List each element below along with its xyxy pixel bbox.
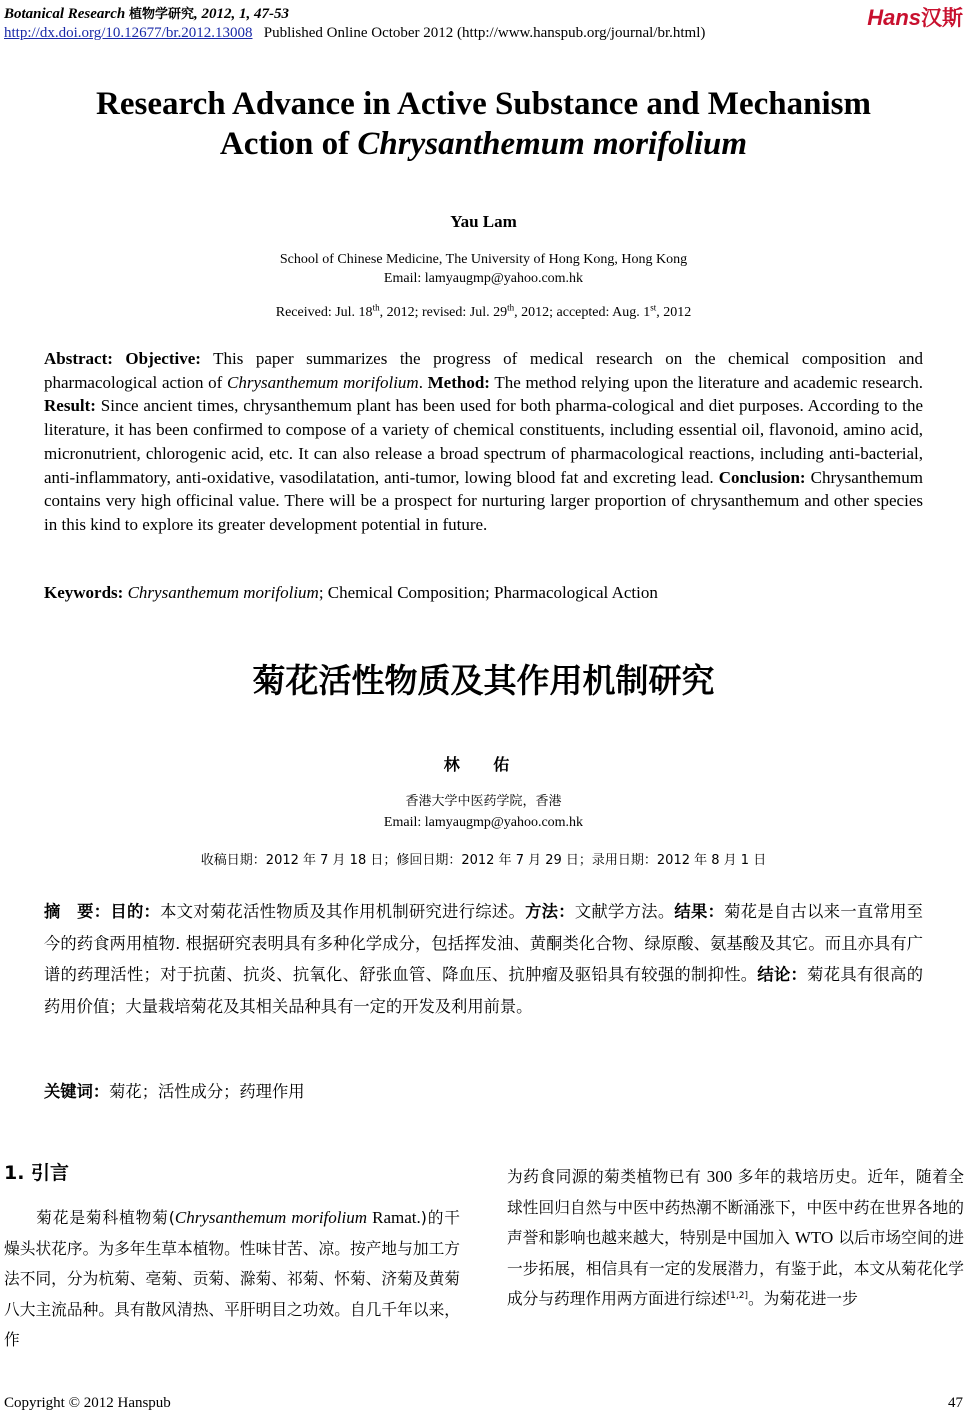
submission-dates-cn: 收稿日期：2012 年 7 月 18 日；修回日期：2012 年 7 月 29 日；录用日期：2012 年 8 月 1 日: [200, 853, 767, 868]
result-text-cn: 菊花是自古以来一直常用至今的药食两用植物. 根据研究表明具有多种化学成分，包括挥发油、黄酮类化合物、绿原酸、氨基酸及其它。而且亦具有广谱的药理活性；对于抗菌、抗炎、抗氧化、舒张血管、降血压、抗肿瘤及驱铅具有较强的制抑性。: [44, 902, 923, 984]
doi-link[interactable]: http://dx.doi.org/10.12677/br.2012.13008: [4, 25, 253, 41]
intro-ramat: Ramat.: [366, 1208, 421, 1227]
method-text: The method relying upon the literature and academic research.: [489, 372, 924, 392]
abstract-cn: [44, 896, 923, 1022]
objective-end: .: [418, 372, 428, 392]
conclusion-text-cn: 菊花具有很高的药用价值；大量栽培菊花及其相关品种具有一定的开发及利用前景。: [44, 965, 923, 1016]
right-text-1: 为药食同源的菊类植物已有: [507, 1167, 707, 1186]
keywords-species: Chrysanthemum morifolium: [127, 583, 319, 602]
result-label: Result:: [44, 396, 96, 416]
revised-date: , 2012; revised: Jul. 29: [379, 305, 508, 320]
result-text: Since ancient times, chrysanthemum plant has been used for both pharma-cological and diet purposes. According to the literature, it has been confirmed to compose of a variety of chemical constituents, including essential oil, flavonoid, amino acid, micronutrient, chlorogenic acid, etc. It can also release a broad spectrum of pharmacological reactions, including anti-bacterial, anti-inflammatory, anti-oxidative, vasodilatation, anti-tumor, lowing blood fat and excreting lead.: [44, 396, 923, 487]
keywords-label-cn: 关键词：: [44, 1082, 110, 1101]
keywords-text-cn: 菊花；活性成分；药理作用: [109, 1082, 305, 1101]
doi-line: [4, 25, 705, 42]
title-line-1: Research Advance in Active Substance and Mechanism: [96, 86, 871, 122]
method-text-cn: 文献学方法。: [574, 902, 675, 921]
conclusion-label: Conclusion:: [718, 467, 806, 487]
paper-title: [0, 84, 967, 164]
keywords-cn: [44, 1078, 305, 1102]
objective-label: Objective:: [125, 349, 201, 368]
result-label-cn: 结果：: [674, 902, 725, 921]
copyright-footer: Copyright © 2012 Hanspub: [4, 1395, 171, 1411]
objective-text: This paper summarizes the progress of medical research on the chemical composition and pharmacological action of: [44, 349, 923, 392]
affiliation-cn: 香港大学中医药学院，香港: [405, 794, 562, 809]
title-line-2-plain: Action of: [219, 126, 358, 162]
submission-dates: [0, 302, 967, 321]
publisher-logo: [867, 2, 963, 32]
method-label-cn: 方法：: [525, 902, 575, 921]
accepted-sup: st: [650, 302, 657, 313]
received-date: Received: Jul. 18: [275, 305, 373, 320]
author-name: Yau Lam: [450, 212, 517, 231]
journal-name-cn: 植物学研究: [129, 7, 195, 22]
citation-ref[interactable]: [1,2]: [726, 1291, 748, 1302]
right-text-4: 。为菊花进一步: [747, 1289, 858, 1309]
method-label: Method:: [427, 372, 490, 392]
paper-title-cn: 菊花活性物质及其作用机制研究: [252, 661, 715, 700]
objective-species: Chrysanthemum morifolium: [227, 372, 419, 392]
abstract-en: [44, 347, 923, 537]
objective-label-cn: 目的：: [110, 902, 161, 921]
intro-text-1: 菊花是菊科植物菊(: [35, 1208, 175, 1227]
author-email[interactable]: Email: lamyaugmp@yahoo.com.hk: [383, 271, 584, 286]
right-number: 300: [706, 1167, 733, 1186]
title-line-2: [0, 124, 967, 164]
author-name-cn: 林 佑: [443, 755, 524, 774]
intro-text-2: )的干燥头状花序。为多年生草本植物。性味甘苦、凉。按产地与加工方法不同，分为杭菊、亳菊、贡菊、滁菊、祁菊、怀菊、济菊及黄菊八大主流品种。具有散风清热、平肝明目之功效。自几千年以来，作: [4, 1208, 460, 1350]
page-number: 47: [948, 1395, 963, 1411]
keywords-label: Keywords:: [44, 583, 124, 602]
accepted-year: , 2012: [656, 305, 692, 320]
title-species: Chrysanthemum morifolium: [357, 126, 748, 162]
received-sup: th: [372, 302, 380, 313]
right-text-2: 多年的栽培历史。近年，随着全球性回归自然与中医中药热潮不断涌涨下，中医中药在世界各地的声誉和影响也越来越大，特别是中国加入: [507, 1167, 964, 1248]
author-email-cn[interactable]: Email: lamyaugmp@yahoo.com.hk: [383, 815, 584, 830]
body-column-left: [4, 1203, 460, 1356]
logo-latin: Hans: [867, 5, 921, 30]
body-column-right: [507, 1162, 964, 1315]
journal-name: Botanical Research: [4, 6, 126, 22]
journal-header: [4, 3, 289, 23]
right-text-3: 以后市场空间的进一步拓展，相信具有一定的发展潜力，有鉴于此，本文从菊花化学成分与药理作用两方面进行综述: [507, 1228, 964, 1309]
abstract-label-cn: 摘 要：: [44, 902, 111, 921]
right-wto: WTO: [794, 1228, 834, 1248]
abstract-label: Abstract:: [44, 349, 113, 368]
conclusion-label-cn: 结论：: [757, 965, 808, 984]
affiliation-block-cn: [0, 791, 967, 833]
volume-info: , 2012, 1, 47-53: [194, 6, 290, 22]
affiliation: School of Chinese Medicine, The University of Hong Kong, Hong Kong: [279, 252, 688, 267]
keywords-rest: ; Chemical Composition; Pharmacological Action: [318, 583, 658, 602]
publication-note: Published Online October 2012 (http://www.hanspub.org/journal/br.html): [263, 25, 706, 41]
conclusion-text: Chrysanthemum contains very high officinal value. There will be a prospect for nurturing larger proportion of chrysanthemum and other species in this kind to explore its greater development potential in future.: [44, 467, 923, 534]
revised-sup: th: [507, 302, 515, 313]
accepted-date: , 2012; accepted: Aug. 1: [514, 305, 651, 320]
section-heading-intro: 1. 引言: [4, 1162, 70, 1184]
intro-latin-name: Chrysanthemum morifolium: [174, 1208, 367, 1227]
logo-cn: 汉斯: [921, 6, 963, 30]
objective-text-cn: 本文对菊花活性物质及其作用机制研究进行综述。: [160, 902, 526, 921]
keywords-en: [44, 583, 658, 603]
affiliation-block: [0, 250, 967, 288]
